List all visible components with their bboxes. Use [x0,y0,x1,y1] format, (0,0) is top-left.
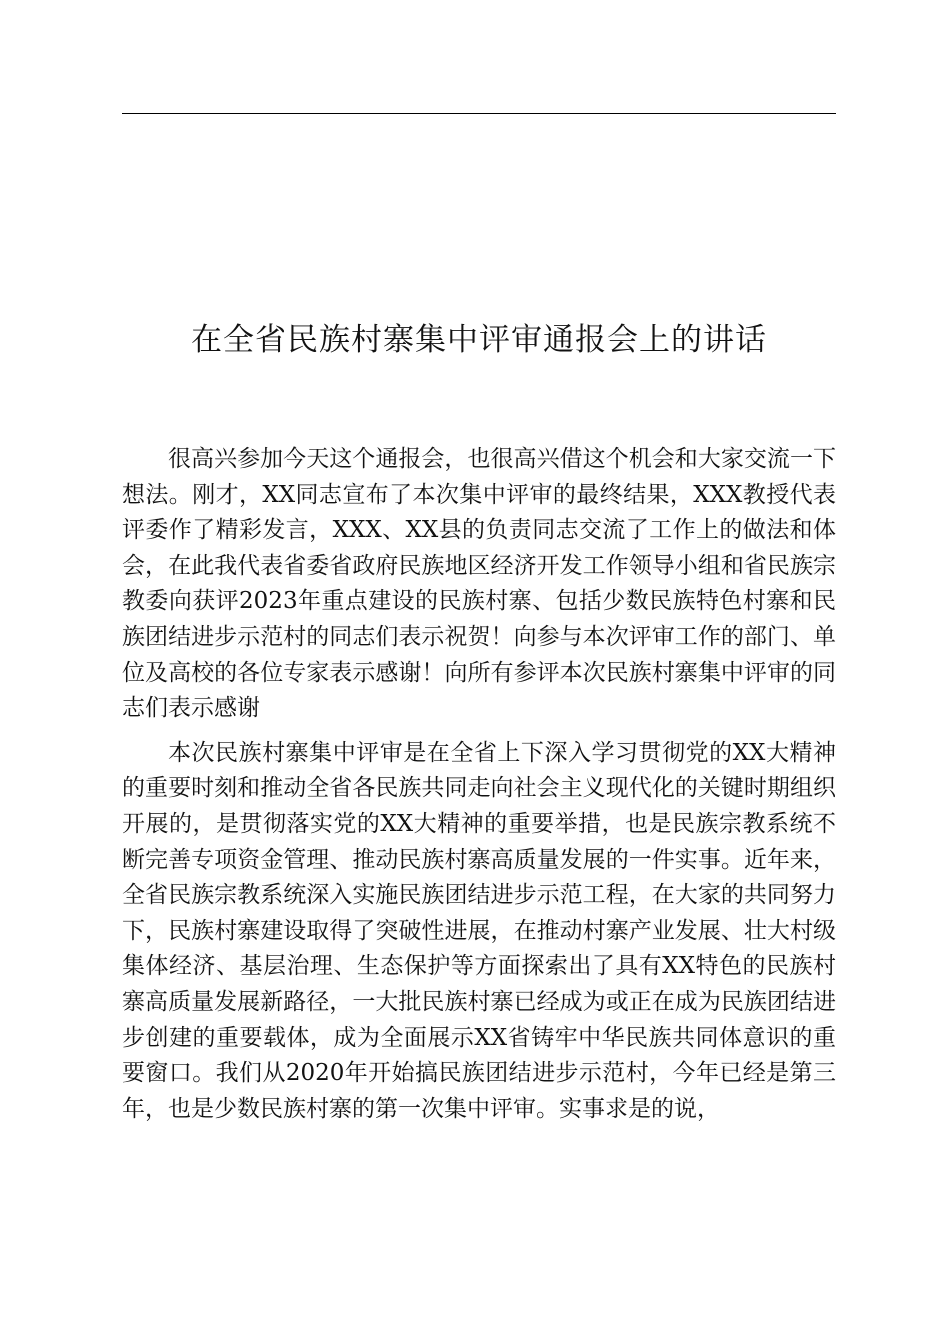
document-title: 在全省民族村寨集中评审通报会上的讲话 [191,322,767,358]
header-rule [122,113,836,114]
document-body [122,442,836,1127]
paragraph-1: 很高兴参加今天这个通报会，也很高兴借这个机会和大家交流一下想法。刚才，XX同志宣布了本次集中评审的最终结果，XXX教授代表评委作了精彩发言，XXX、XX县的负责同志交流了工作上的做法和体会，在此我代表省委省政府民族地区经济开发工作领导小组和省民族宗教委向获评2023年重点建设的民族村寨、包括少数民族特色村寨和民族团结进步示范村的同志们表示祝贺！向参与本次评审工作的部门、单位及高校的各位专家表示感谢！向所有参评本次民族村寨集中评审的同志们表示感谢 [122,446,836,722]
paragraph-2: 本次民族村寨集中评审是在全省上下深入学习贯彻党的XX大精神的重要时刻和推动全省各民族共同走向社会主义现代化的关键时期组织开展的，是贯彻落实党的XX大精神的重要举措，也是民族宗教系统不断完善专项资金管理、推动民族村寨高质量发展的一件实事。近年来，全省民族宗教系统深入实施民族团结进步示范工程，在大家的共同努力下，民族村寨建设取得了突破性进展，在推动村寨产业发展、壮大村级集体经济、基层治理、生态保护等方面探索出了具有XX特色的民族村寨高质量发展新路径，一大批民族村寨已经成为或正在成为民族团结进步创建的重要载体，成为全面展示XX省铸牢中华民族共同体意识的重要窗口。我们从2020年开始搞民族团结进步示范村，今年已经是第三年，也是少数民族村寨的第一次集中评审。实事求是的说， [122,739,836,1122]
